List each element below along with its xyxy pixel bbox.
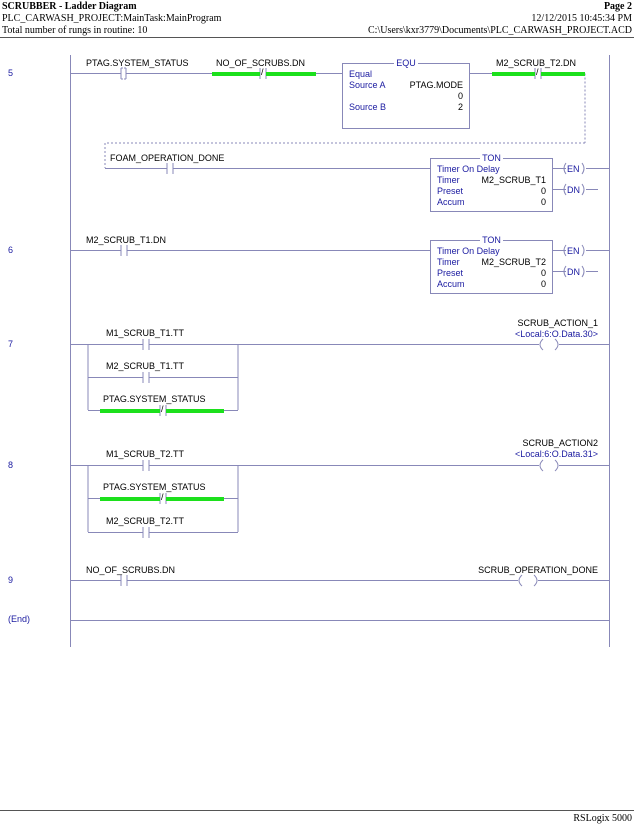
project-path: PLC_CARWASH_PROJECT:MainTask:MainProgram	[2, 13, 222, 24]
energized-indicator	[166, 409, 224, 413]
contact-tag[interactable]: NO_OF_SCRUBS.DN	[216, 58, 306, 68]
preset-value[interactable]: 0	[540, 186, 546, 196]
energized-indicator	[166, 497, 224, 501]
contact-tag[interactable]: M2_SCRUB_T2.TT	[106, 516, 185, 526]
ton-instruction[interactable]	[430, 235, 553, 294]
accum-label: Accum	[437, 279, 465, 289]
source-a-value: 0	[457, 91, 463, 101]
contact-tag[interactable]: M2_SCRUB_T1.TT	[106, 361, 185, 371]
instruction-desc: Timer On Delay	[437, 246, 500, 256]
file-path: C:\Users\kxr3779\Documents\PLC_CARWASH_PROJECT.ACD	[368, 25, 632, 36]
rung-number: 9	[8, 575, 14, 585]
coil-tag[interactable]: SCRUB_ACTION2	[522, 438, 598, 448]
equ-instruction[interactable]	[342, 58, 470, 129]
coil-tag[interactable]: SCRUB_ACTION_1	[517, 318, 598, 328]
page-number: Page 2	[603, 1, 632, 12]
accum-label: Accum	[437, 197, 465, 207]
xio-slash: /	[261, 67, 264, 77]
contact-tag[interactable]: M2_SCRUB_T2.DN	[496, 58, 577, 68]
timer-label: Timer	[437, 175, 460, 185]
report-title: SCRUBBER - Ladder Diagram	[2, 1, 137, 12]
contact-tag[interactable]: M1_SCRUB_T2.TT	[106, 449, 185, 459]
contact-tag[interactable]: M1_SCRUB_T1.TT	[106, 328, 185, 338]
energized-indicator	[266, 72, 316, 76]
en-bit-label: EN	[567, 246, 580, 256]
contact-tag[interactable]: PTAG.SYSTEM_STATUS	[86, 58, 189, 68]
dn-bit-label: DN	[567, 185, 580, 195]
timer-tag[interactable]: M2_SCRUB_T2	[481, 257, 546, 267]
rung-number: 7	[8, 339, 14, 349]
energized-indicator	[541, 72, 585, 76]
rung-number: 6	[8, 245, 14, 255]
source-b-label: Source B	[349, 102, 387, 112]
energized-indicator	[212, 72, 260, 76]
software-name: RSLogix 5000	[573, 813, 632, 824]
print-datetime: 12/12/2015 10:45:34 PM	[531, 13, 632, 24]
preset-label: Preset	[437, 186, 464, 196]
xio-slash: /	[161, 404, 164, 414]
instruction-title: TON	[482, 235, 501, 245]
instruction-title: TON	[482, 153, 501, 163]
energized-indicator	[100, 497, 160, 501]
contact-tag[interactable]: M2_SCRUB_T1.DN	[86, 235, 167, 245]
timer-label: Timer	[437, 257, 460, 267]
ton-instruction[interactable]	[430, 153, 553, 212]
end-marker: (End)	[8, 614, 31, 624]
contact-tag[interactable]: PTAG.SYSTEM_STATUS	[103, 482, 206, 492]
source-a-label: Source A	[349, 80, 386, 90]
contact-tag[interactable]: PTAG.SYSTEM_STATUS	[103, 394, 206, 404]
en-bit-label: EN	[567, 164, 580, 174]
left-power-rail	[70, 55, 71, 647]
coil-tag[interactable]: SCRUB_OPERATION_DONE	[478, 565, 598, 575]
xio-slash: /	[161, 492, 164, 502]
instruction-title: EQU	[396, 58, 416, 68]
rung-count: Total number of rungs in routine: 10	[2, 25, 148, 36]
timer-tag[interactable]: M2_SCRUB_T1	[481, 175, 546, 185]
contact-tag[interactable]: FOAM_OPERATION_DONE	[110, 153, 225, 163]
preset-value[interactable]: 0	[540, 268, 546, 278]
rung-number: 8	[8, 460, 14, 470]
instruction-desc: Equal	[349, 69, 373, 79]
contact-tag[interactable]: NO_OF_SCRUBS.DN	[86, 565, 176, 575]
instruction-desc: Timer On Delay	[437, 164, 500, 174]
accum-value[interactable]: 0	[540, 279, 546, 289]
coil-address: <Local:6:O.Data.30>	[514, 329, 598, 339]
source-a-tag[interactable]: PTAG.MODE	[409, 80, 463, 90]
coil-address: <Local:6:O.Data.31>	[514, 449, 598, 459]
accum-value[interactable]: 0	[540, 197, 546, 207]
right-power-rail	[609, 55, 610, 647]
xio-slash: /	[536, 67, 539, 77]
energized-indicator	[100, 409, 160, 413]
header-divider	[0, 37, 634, 38]
preset-label: Preset	[437, 268, 464, 278]
rung-number: 5	[8, 68, 14, 78]
energized-indicator	[492, 72, 535, 76]
dn-bit-label: DN	[567, 267, 580, 277]
source-b-value[interactable]: 2	[457, 102, 463, 112]
footer-divider	[0, 810, 634, 811]
